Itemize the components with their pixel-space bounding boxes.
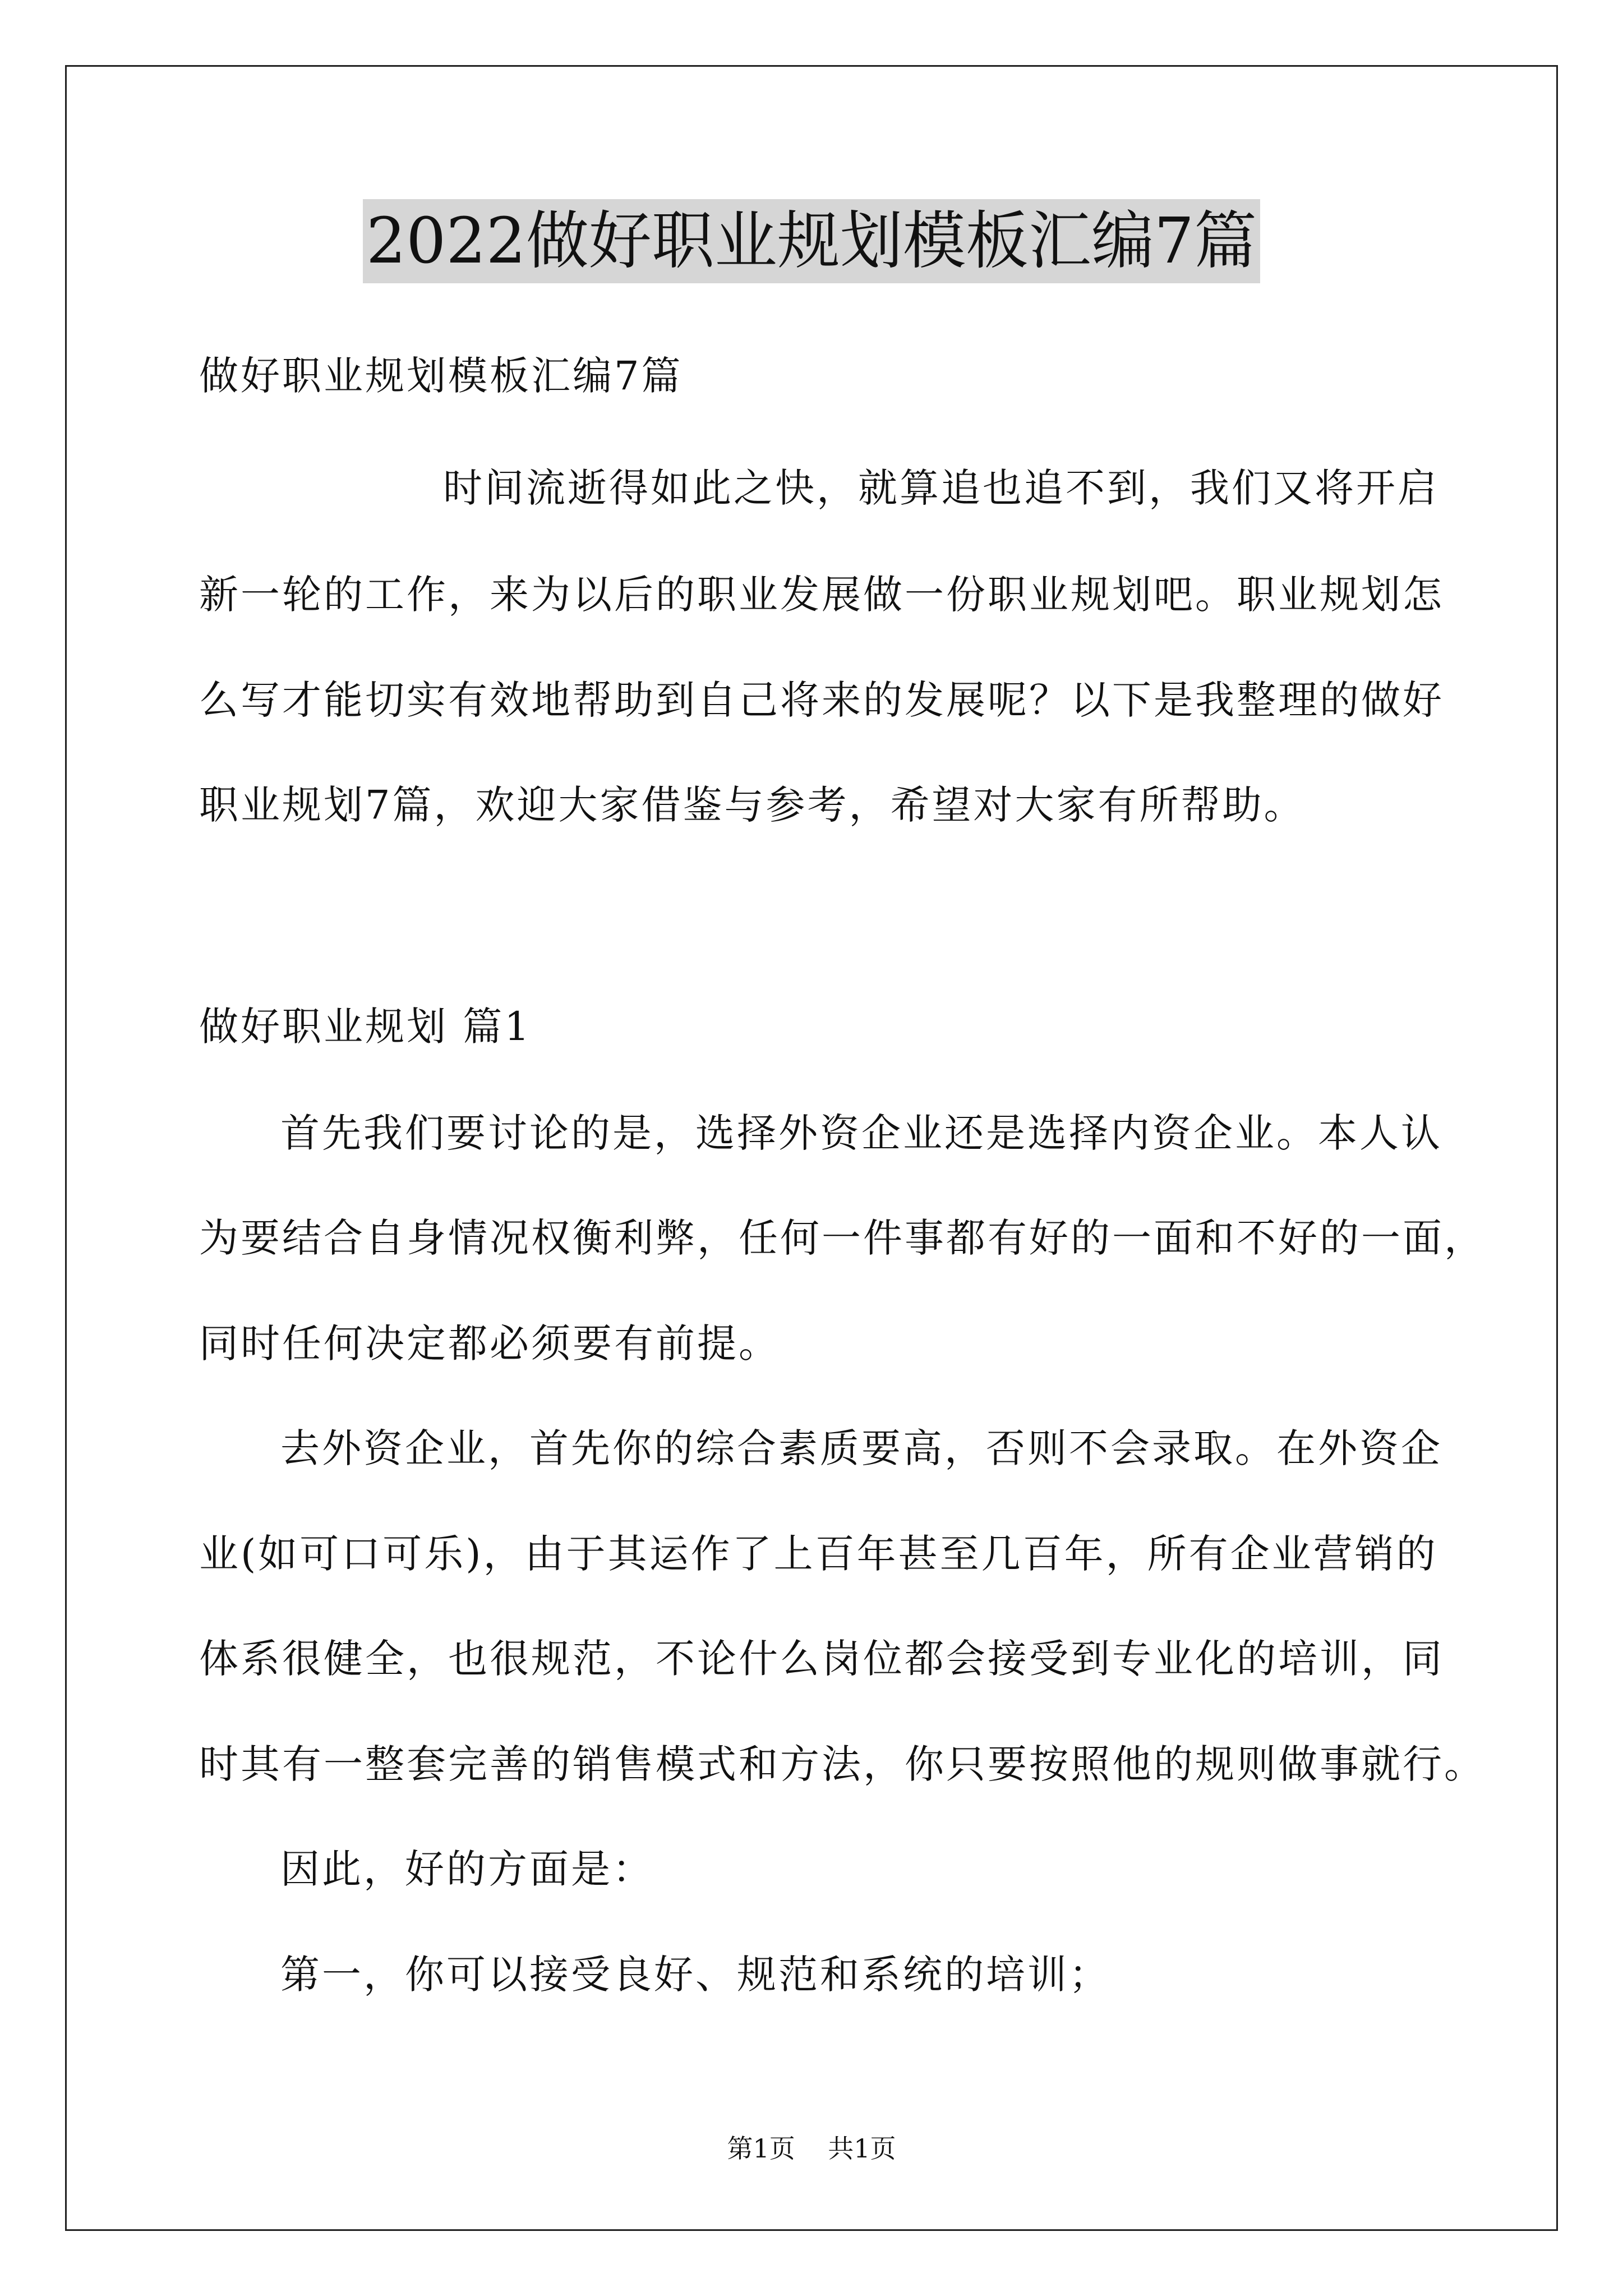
body-line-4: 去外资企业，首先你的综合素质要高，否则不会录取。在外资企 (280, 1425, 1442, 1471)
body-line-3: 同时任何决定都必须要有前提。 (199, 1320, 780, 1366)
body-line-9: 第一，你可以接受良好、规范和系统的培训； (280, 1952, 1110, 1998)
title-container (0, 199, 1623, 283)
body-line-1: 首先我们要讨论的是，选择外资企业还是选择内资企业。本人认 (280, 1110, 1442, 1156)
page-footer: 第1页 共1页 (727, 2133, 896, 2164)
body-line-7: 时其有一整套完善的销售模式和方法，你只要按照他的规则做事就行。 (199, 1741, 1486, 1787)
intro-line-4: 职业规划7篇，欢迎大家借鉴与参考，希望对大家有所帮助。 (199, 782, 1306, 828)
document-title: 2022做好职业规划模板汇编7篇 (363, 199, 1260, 283)
body-line-5: 业(如可口可乐)，由于其运作了上百年甚至几百年，所有企业营销的 (199, 1531, 1438, 1577)
document-subtitle: 做好职业规划模板汇编7篇 (199, 353, 683, 399)
body-line-2: 为要结合自身情况权衡利弊，任何一件事都有好的一面和不好的一面， (199, 1215, 1486, 1261)
intro-line-3: 么写才能切实有效地帮助到自己将来的发展呢？以下是我整理的做好 (199, 677, 1444, 723)
intro-line-1: 时间流逝得如此之快，就算追也追不到，我们又将开启 (443, 465, 1439, 511)
body-line-8: 因此，好的方面是： (280, 1846, 654, 1892)
body-line-6: 体系很健全，也很规范，不论什么岗位都会接受到专业化的培训，同 (199, 1636, 1444, 1682)
section-heading: 做好职业规划 篇1 (199, 1004, 532, 1050)
intro-line-2: 新一轮的工作，来为以后的职业发展做一份职业规划吧。职业规划怎 (199, 572, 1444, 618)
